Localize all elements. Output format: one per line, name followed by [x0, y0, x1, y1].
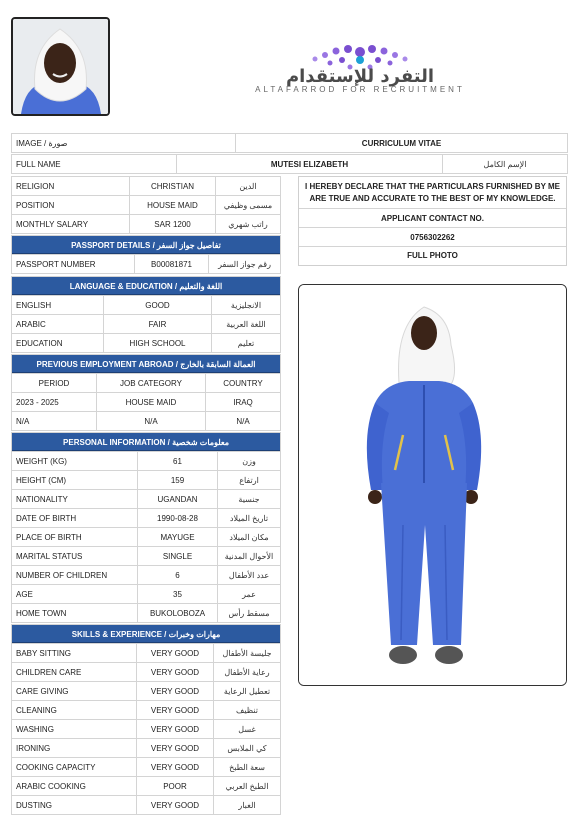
field-value: HOUSE MAID [130, 196, 216, 215]
applicant-portrait-photo [11, 17, 110, 116]
field-arabic-label: راتب شهري [216, 215, 281, 234]
employment-section-header: PREVIOUS EMPLOYMENT ABROAD / العمالة السابقة بالخارج [12, 355, 281, 374]
field-label: DATE OF BIRTH [12, 509, 138, 528]
table-row [12, 644, 281, 663]
table-row [12, 452, 281, 471]
passport-number: B00081871 [135, 255, 209, 274]
table-row [12, 720, 281, 739]
column-header: COUNTRY [206, 374, 281, 393]
field-arabic-label: تاريخ الميلاد [218, 509, 281, 528]
table-row [12, 796, 281, 815]
basic-info-table [11, 176, 281, 234]
field-value: HIGH SCHOOL [104, 334, 212, 353]
header-table [11, 133, 568, 153]
table-row [12, 334, 281, 353]
field-value: VERY GOOD [137, 796, 214, 815]
logo-arabic-text: التفرد للإستقدام [285, 66, 435, 87]
field-value: SAR 1200 [130, 215, 216, 234]
personal-section-header: PERSONAL INFORMATION / معلومات شخصية [12, 433, 281, 452]
field-value: UGANDAN [138, 490, 218, 509]
field-value: MAYUGE [138, 528, 218, 547]
field-arabic-label: الأحوال المدنية [218, 547, 281, 566]
table-row [12, 490, 281, 509]
field-label: ARABIC COOKING [12, 777, 137, 796]
field-arabic-label: الدين [216, 177, 281, 196]
field-label: POSITION [12, 196, 130, 215]
field-label: COOKING CAPACITY [12, 758, 137, 777]
field-value: 1990-08-28 [138, 509, 218, 528]
country-cell: IRAQ [206, 393, 281, 412]
country-cell: N/A [206, 412, 281, 431]
field-arabic-label: الطبخ العربي [214, 777, 281, 796]
field-arabic-label: جليسة الأطفال [214, 644, 281, 663]
table-row [12, 296, 281, 315]
full-name-arabic-label: الإسم الكامل [443, 155, 568, 174]
field-label: CHILDREN CARE [12, 663, 137, 682]
table-row [12, 663, 281, 682]
field-arabic-label: مسقط رأس [218, 604, 281, 623]
field-label: PASSPORT NUMBER [12, 255, 135, 274]
job-category-cell: N/A [97, 412, 206, 431]
field-value: POOR [137, 777, 214, 796]
field-value: SINGLE [138, 547, 218, 566]
table-row [12, 393, 281, 412]
field-value: VERY GOOD [137, 663, 214, 682]
language-section-header: LANGUAGE & EDUCATION / اللغة والتعليم [12, 277, 281, 296]
employment-table [11, 354, 281, 431]
full-name-label: FULL NAME [12, 155, 177, 174]
column-header: PERIOD [12, 374, 97, 393]
table-row [12, 566, 281, 585]
field-value: VERY GOOD [137, 701, 214, 720]
field-value: 6 [138, 566, 218, 585]
field-label: HEIGHT (CM) [12, 471, 138, 490]
field-arabic-label: مكان الميلاد [218, 528, 281, 547]
field-label: EDUCATION [12, 334, 104, 353]
field-value: VERY GOOD [137, 758, 214, 777]
field-value: GOOD [104, 296, 212, 315]
field-label: WEIGHT (KG) [12, 452, 138, 471]
personal-info-table [11, 432, 281, 623]
field-arabic-label: جنسية [218, 490, 281, 509]
passport-table [11, 235, 281, 274]
field-label: MONTHLY SALARY [12, 215, 130, 234]
table-row [12, 509, 281, 528]
table-row [12, 585, 281, 604]
job-category-cell: HOUSE MAID [97, 393, 206, 412]
image-label: IMAGE / صورة [12, 134, 236, 153]
full-photo-label: FULL PHOTO [407, 251, 458, 260]
contact-number: 0756302262 [299, 228, 566, 247]
field-label: ARABIC [12, 315, 104, 334]
field-value: 159 [138, 471, 218, 490]
full-name-value: MUTESI ELIZABETH [177, 155, 443, 174]
field-arabic-label: تنظيف [214, 701, 281, 720]
field-arabic-label: عدد الأطفال [218, 566, 281, 585]
company-logo [200, 40, 520, 95]
field-label: WASHING [12, 720, 137, 739]
table-row [12, 196, 281, 215]
field-label: ENGLISH [12, 296, 104, 315]
field-arabic-label: اللغة العربية [212, 315, 281, 334]
skills-section-header: SKILLS & EXPERIENCE / مهارات وخبرات [12, 625, 281, 644]
field-arabic-label: تعطيل الرعاية [214, 682, 281, 701]
table-row [12, 758, 281, 777]
table-row [12, 739, 281, 758]
field-label: MARITAL STATUS [12, 547, 138, 566]
field-arabic-label: كي الملابس [214, 739, 281, 758]
table-row [12, 604, 281, 623]
field-label: RELIGION [12, 177, 130, 196]
language-table [11, 276, 281, 353]
field-label: CLEANING [12, 701, 137, 720]
portrait-image [13, 19, 108, 114]
field-value: 35 [138, 585, 218, 604]
table-row [12, 682, 281, 701]
full-name-table [11, 154, 568, 174]
field-arabic-label: رقم جواز السفر [209, 255, 281, 274]
declaration-text: I HEREBY DECLARE THAT THE PARTICULARS FURNISHED BY ME ARE TRUE AND ACCURATE TO THE BEST OF MY KNOWLEDGE. [299, 177, 566, 209]
declaration-box [298, 176, 567, 266]
field-arabic-label: غسل [214, 720, 281, 739]
field-value: VERY GOOD [137, 739, 214, 758]
table-row [12, 777, 281, 796]
field-label: IRONING [12, 739, 137, 758]
field-value: FAIR [104, 315, 212, 334]
logo-english-text: ALTAFARROD FOR RECRUITMENT [255, 85, 465, 94]
contact-label: APPLICANT CONTACT NO. [299, 209, 566, 228]
period-cell: 2023 - 2025 [12, 393, 97, 412]
skills-table [11, 624, 281, 815]
table-row [12, 471, 281, 490]
field-arabic-label: ارتفاع [218, 471, 281, 490]
field-arabic-label: الانجليزية [212, 296, 281, 315]
applicant-full-photo [298, 284, 567, 686]
table-row [12, 215, 281, 234]
field-arabic-label: عمر [218, 585, 281, 604]
field-label: CARE GIVING [12, 682, 137, 701]
field-label: NUMBER OF CHILDREN [12, 566, 138, 585]
field-value: VERY GOOD [137, 644, 214, 663]
table-row [12, 177, 281, 196]
field-label: AGE [12, 585, 138, 604]
table-row [12, 701, 281, 720]
table-row [12, 255, 281, 274]
table-row [12, 528, 281, 547]
field-arabic-label: مسمى وظيفي [216, 196, 281, 215]
field-arabic-label: رعاية الأطفال [214, 663, 281, 682]
field-value: CHRISTIAN [130, 177, 216, 196]
table-row [12, 412, 281, 431]
field-arabic-label: وزن [218, 452, 281, 471]
table-header-row [12, 374, 281, 393]
table-row [12, 547, 281, 566]
field-value: BUKOLOBOZA [138, 604, 218, 623]
field-label: PLACE OF BIRTH [12, 528, 138, 547]
field-arabic-label: الغبار [214, 796, 281, 815]
field-label: HOME TOWN [12, 604, 138, 623]
field-arabic-label: سعة الطبخ [214, 758, 281, 777]
field-value: 61 [138, 452, 218, 471]
table-row [12, 315, 281, 334]
full-body-image [299, 285, 566, 685]
period-cell: N/A [12, 412, 97, 431]
field-label: NATIONALITY [12, 490, 138, 509]
field-value: VERY GOOD [137, 682, 214, 701]
field-arabic-label: تعليم [212, 334, 281, 353]
passport-section-header: PASSPORT DETAILS / تفاصيل جواز السفر [12, 236, 281, 255]
field-label: BABY SITTING [12, 644, 137, 663]
field-value: VERY GOOD [137, 720, 214, 739]
field-label: DUSTING [12, 796, 137, 815]
column-header: JOB CATEGORY [97, 374, 206, 393]
document-title: CURRICULUM VITAE [236, 134, 568, 153]
